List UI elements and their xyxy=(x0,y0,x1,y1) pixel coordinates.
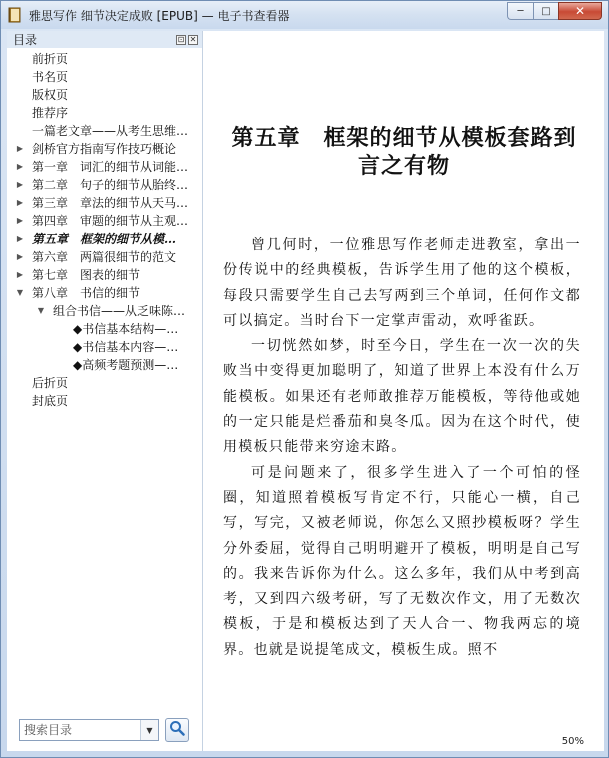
collapsed-arrow-icon[interactable]: ▶ xyxy=(16,252,24,261)
toc-item-label: 后折页 xyxy=(32,376,69,390)
collapsed-arrow-icon[interactable]: ▶ xyxy=(16,216,24,225)
window-title: 雅思写作 细节决定成败 [EPUB] — 电子书查看器 xyxy=(29,8,290,23)
search-history-dropdown[interactable] xyxy=(140,720,158,740)
toc-item-label: 版权页 xyxy=(32,88,69,102)
toc-item[interactable] xyxy=(7,320,203,338)
toc-item[interactable] xyxy=(7,176,203,194)
undock-icon[interactable]: ⊡ xyxy=(177,34,185,44)
toc-item[interactable] xyxy=(7,284,203,302)
toc-item-label: 第七章 图表的细节 xyxy=(32,268,141,282)
maximize-button[interactable] xyxy=(533,2,558,20)
toc-list xyxy=(7,50,203,410)
chapter-body xyxy=(223,233,581,663)
toc-header xyxy=(7,31,202,48)
book-icon xyxy=(7,7,23,23)
title-bar[interactable] xyxy=(1,1,608,29)
collapsed-arrow-icon[interactable]: ▶ xyxy=(16,270,24,279)
toc-item[interactable] xyxy=(7,212,203,230)
toc-item[interactable] xyxy=(7,302,203,320)
toc-sidebar xyxy=(7,31,203,751)
toc-item[interactable] xyxy=(7,248,203,266)
chevron-down-icon: ▼ xyxy=(146,725,153,735)
toc-item[interactable] xyxy=(7,122,203,140)
toc-search-button[interactable] xyxy=(165,718,189,742)
expanded-arrow-icon[interactable]: ▼ xyxy=(37,306,45,315)
toc-item[interactable] xyxy=(7,392,203,410)
paragraph: 可是问题来了，很多学生进入了一个可怕的怪圈，知道照着模板写肯定不行，只能心一横，自己写，写完，又被老师说，你怎么又照抄模板呀？学生分外委屈，觉得自己明明避开了模板，明明是自己写的。我来告诉你为什么。这么多年，我们从中考到高考，又到四六级考研，写了无数次作文，用了无数次模板，于是和模板达到了天人合一、物我两忘的境界。也就是说提笔成文，模板生成。照不 xyxy=(223,464,581,658)
toc-item[interactable] xyxy=(7,374,203,392)
toc-item-label: 封底页 xyxy=(32,394,69,408)
close-icon: ✕ xyxy=(574,4,586,18)
toc-item-label: 第六章 两篇很细节的范文 xyxy=(32,250,177,264)
toc-header-buttons xyxy=(176,35,198,45)
toc-item-label: 剑桥官方指南写作技巧概论 xyxy=(32,142,177,156)
toc-item-label: 一篇老文章——从考生思维… xyxy=(32,124,189,138)
toc-item-label: ◆书信基本内容—… xyxy=(73,340,179,354)
chapter-title: 第五章 框架的细节从模板套路到言之有物 xyxy=(231,125,577,179)
collapsed-arrow-icon[interactable]: ▶ xyxy=(16,180,24,189)
toc-item[interactable] xyxy=(7,266,203,284)
close-panel-icon[interactable]: ✕ xyxy=(189,34,197,44)
toc-item[interactable] xyxy=(7,86,203,104)
toc-item[interactable] xyxy=(7,104,203,122)
reader-pane[interactable] xyxy=(203,31,604,751)
toc-item[interactable] xyxy=(7,68,203,86)
toc-item-label: 第四章 审题的细节从主观… xyxy=(32,214,189,228)
toc-item-label: 第一章 词汇的细节从词能… xyxy=(32,160,189,174)
toc-item[interactable] xyxy=(7,158,203,176)
toc-item-label: 前折页 xyxy=(32,52,69,66)
collapsed-arrow-icon[interactable]: ▶ xyxy=(16,162,24,171)
maximize-icon: □ xyxy=(541,5,551,17)
toc-search-box xyxy=(19,719,159,741)
toc-item-label: ◆高频考题预测—… xyxy=(73,358,179,372)
toc-item-label: 第五章 框架的细节从模… xyxy=(32,232,177,246)
paragraph: 曾几何时，一位雅思写作老师走进教室，拿出一份传说中的经典模板，告诉学生用了他的这个模板，每段只需要学生自己去写两到三个单词，任何作文都可以搞定。当时台下一定掌声雷动，欢呼雀跃。 xyxy=(223,237,581,329)
toc-item[interactable] xyxy=(7,338,203,356)
toc-item[interactable] xyxy=(7,230,203,248)
toc-item-label: 推荐序 xyxy=(32,106,69,120)
close-button[interactable] xyxy=(558,2,602,20)
window-controls xyxy=(507,2,602,20)
toc-item[interactable] xyxy=(7,356,203,374)
collapsed-arrow-icon[interactable]: ▶ xyxy=(16,198,24,207)
toc-item[interactable] xyxy=(7,50,203,68)
toc-item-label: ◆书信基本结构—… xyxy=(73,322,179,336)
minimize-button[interactable] xyxy=(507,2,533,20)
zoom-level: 50% xyxy=(561,736,584,747)
toc-item-label: 第八章 书信的细节 xyxy=(32,286,141,300)
toc-search-input[interactable] xyxy=(20,720,140,740)
search-icon xyxy=(169,720,185,740)
paragraph: 一切恍然如梦，时至今日，学生在一次一次的失败当中变得更加聪明了，知道了世界上本没有什么万能模板。如果还有老师敢推荐万能模板，等待他或她的一定只能是烂番茄和臭冬瓜。因为在这个时代，使用模板只能带来穷途末路。 xyxy=(223,338,581,456)
toc-item[interactable] xyxy=(7,194,203,212)
expanded-arrow-icon[interactable]: ▼ xyxy=(16,288,24,297)
toc-title: 目录 xyxy=(13,33,38,47)
toc-item-label: 第三章 章法的细节从天马… xyxy=(32,196,189,210)
minimize-icon: ─ xyxy=(517,5,524,17)
collapsed-arrow-icon[interactable]: ▶ xyxy=(16,144,24,153)
toc-item-label: 第二章 句子的细节从胎终… xyxy=(32,178,189,192)
toc-item[interactable] xyxy=(7,140,203,158)
toc-item-label: 组合书信——从乏味陈… xyxy=(53,304,186,318)
collapsed-arrow-icon[interactable]: ▶ xyxy=(16,234,24,243)
toc-item-label: 书名页 xyxy=(32,70,69,84)
